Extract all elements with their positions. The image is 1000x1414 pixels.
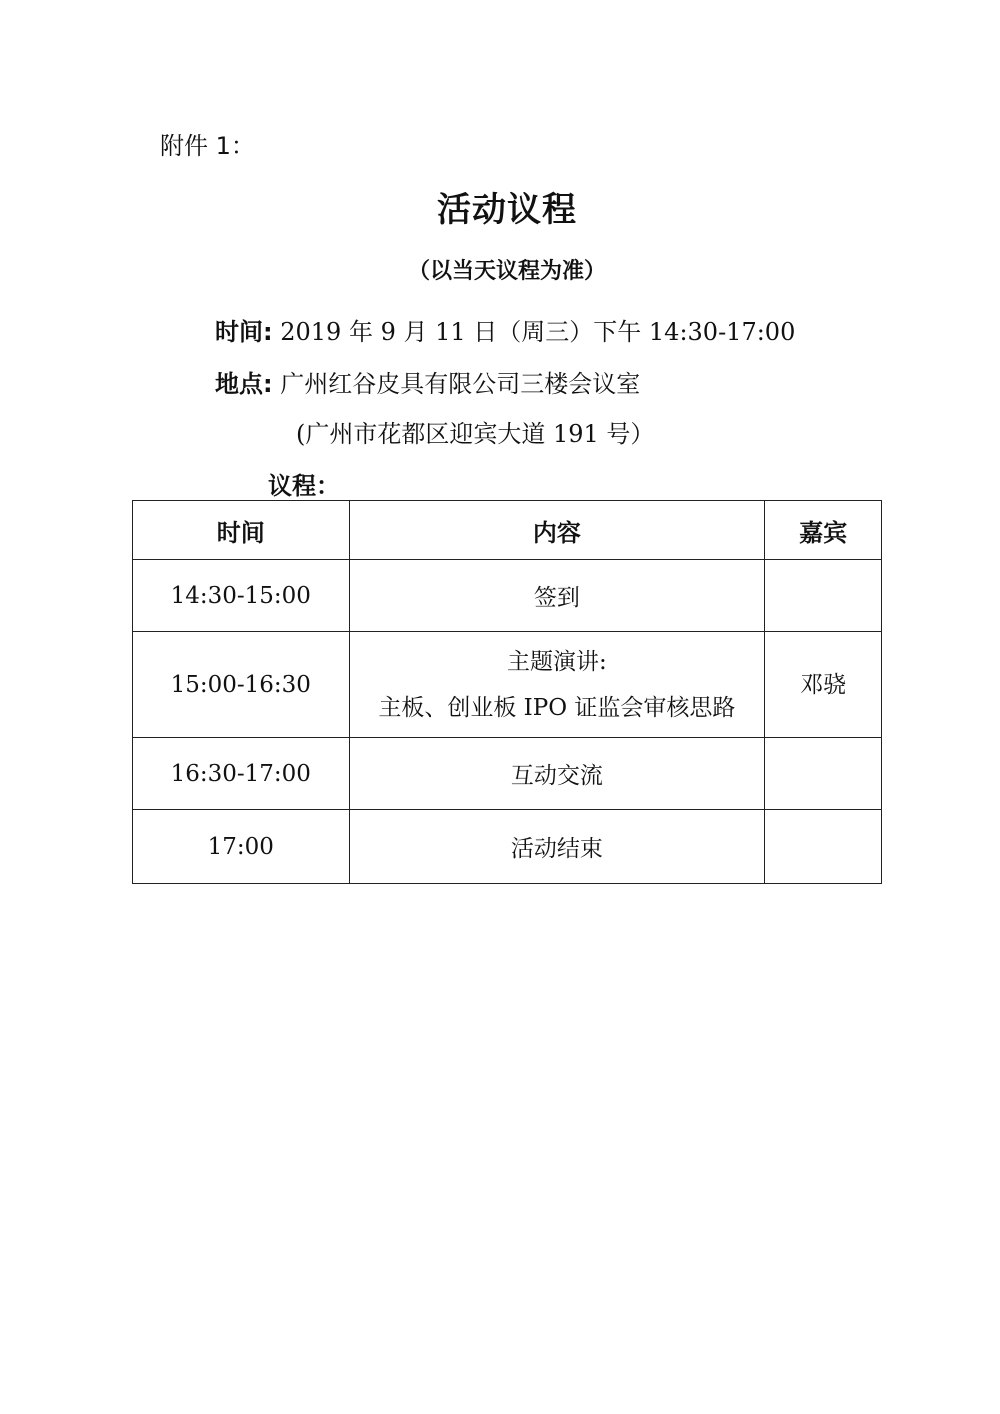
event-address: (广州市花都区迎宾大道 191 号）: [296, 420, 655, 448]
row-content: 活动结束: [349, 810, 765, 884]
table-row: [133, 632, 882, 738]
row-content-line-1: 主题演讲:: [507, 648, 607, 675]
row-content-line-2: 主板、创业板 IPO 证监会审核思路: [378, 694, 736, 721]
agenda-label: 议程：: [268, 472, 340, 500]
event-time-label: 时间:: [215, 318, 273, 346]
row-content: 互动交流: [349, 738, 765, 810]
row-time: 14:30-15:00: [133, 560, 350, 632]
page-title: 活动议程: [437, 190, 577, 230]
row-guest: [765, 560, 882, 632]
row-time: 17:00: [133, 810, 350, 884]
header-content: 内容: [349, 501, 765, 560]
table-row: [133, 560, 882, 632]
row-guest: [765, 810, 882, 884]
event-place-label: 地点:: [215, 370, 273, 398]
row-time: 16:30-17:00: [133, 738, 350, 810]
row-time: 15:00-16:30: [133, 632, 350, 738]
attachment-label: 附件 1：: [160, 132, 255, 160]
table-row: [133, 810, 882, 884]
event-time-row: [215, 312, 795, 347]
header-time: 时间: [133, 501, 350, 560]
row-guest: 邓骁: [765, 632, 882, 738]
agenda-header-row: [133, 501, 882, 560]
agenda-table: [132, 500, 882, 884]
row-guest: [765, 738, 882, 810]
event-place-value: 广州红谷皮具有限公司三楼会议室: [280, 370, 641, 398]
row-content: 签到: [349, 560, 765, 632]
table-row: [133, 738, 882, 810]
event-place-row: [215, 364, 640, 399]
header-guest: 嘉宾: [765, 501, 882, 560]
page-subtitle: （以当天议程为准）: [407, 259, 606, 284]
event-time-value: 2019 年 9 月 11 日（周三）下午 14:30-17:00: [280, 318, 796, 346]
row-content: [349, 632, 765, 738]
